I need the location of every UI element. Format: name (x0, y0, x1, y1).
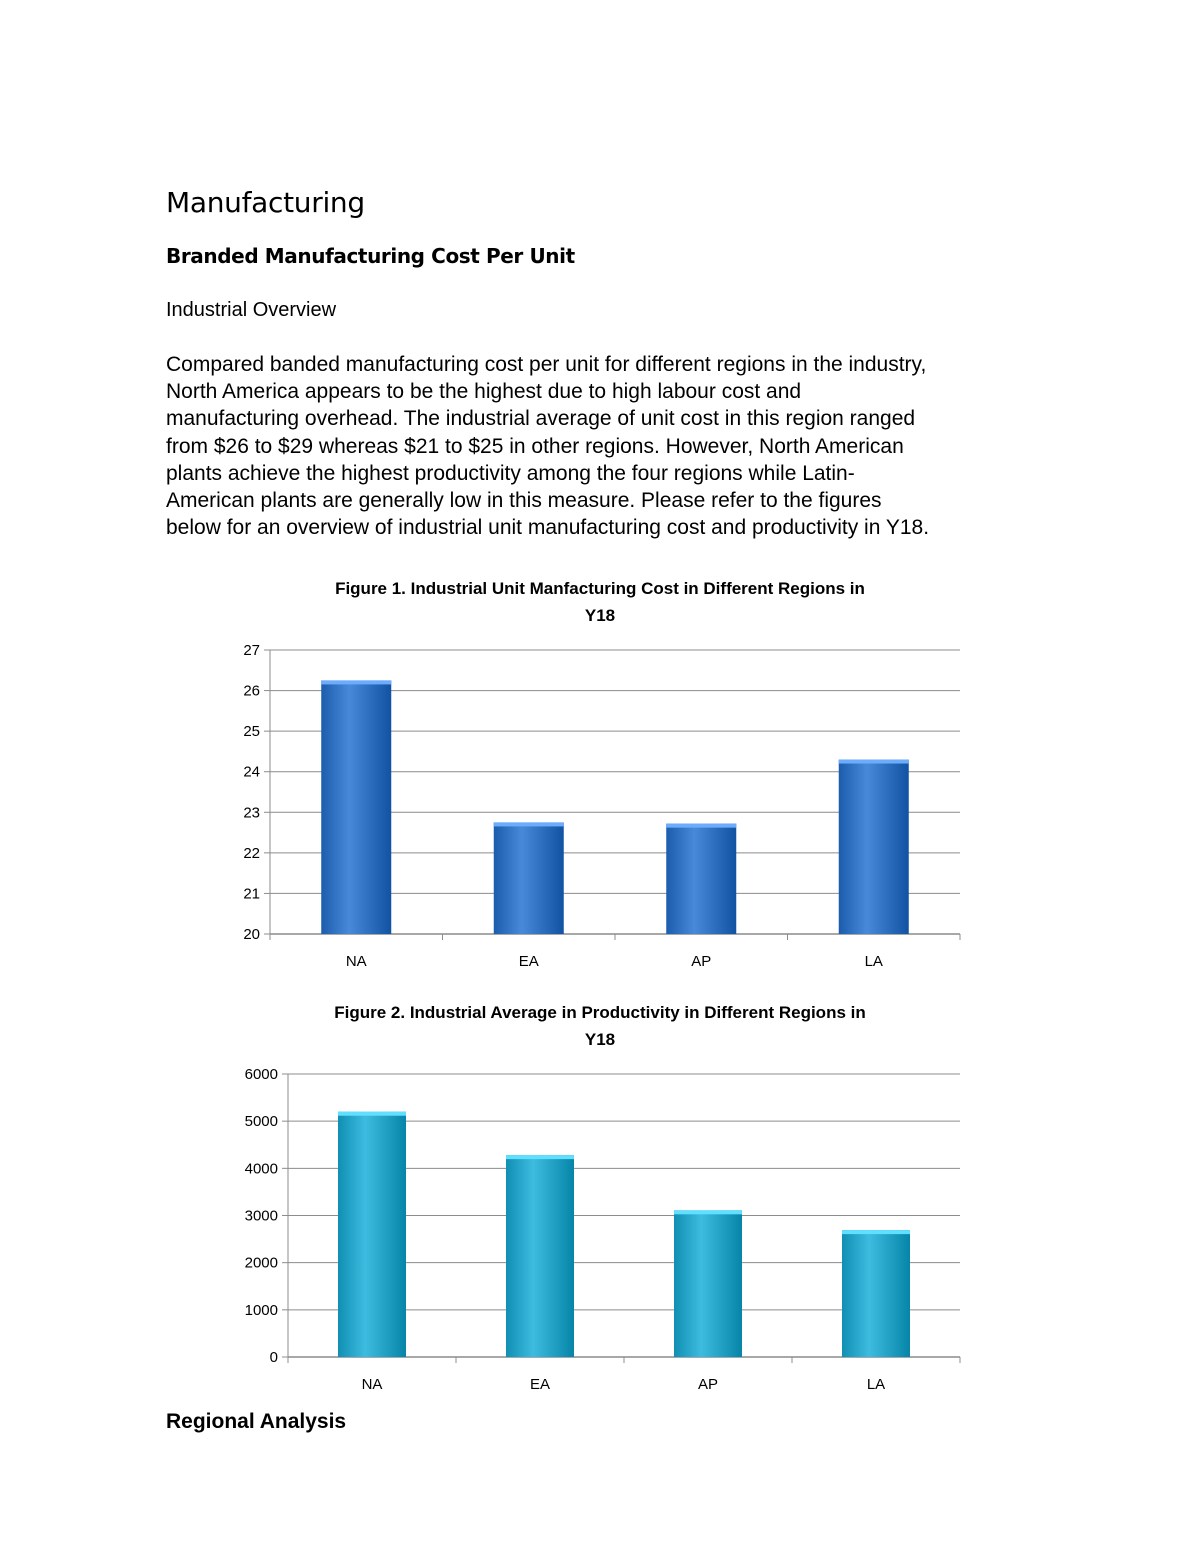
bar-ap (666, 824, 736, 934)
x-tick-label: LA (864, 953, 883, 970)
y-tick-label: 23 (243, 804, 260, 822)
paragraph-line: plants achieve the highest productivity among the four regions while Latin- (166, 461, 855, 485)
y-tick-label: 1000 (244, 1301, 278, 1319)
y-tick-label: 20 (243, 926, 260, 943)
bar-ea (494, 822, 564, 934)
bar-cap (842, 1230, 910, 1234)
x-tick-label: EA (518, 953, 539, 970)
y-tick-label: 24 (243, 763, 260, 781)
bar-ap (674, 1210, 742, 1357)
x-tick-label: AP (691, 953, 712, 970)
chart-title-line: Y18 (584, 1030, 616, 1049)
x-tick-label: EA (529, 1376, 551, 1393)
paragraph-line: Compared banded manufacturing cost per unit for different regions in the industry, (166, 353, 927, 376)
bar-cap (321, 680, 391, 684)
paragraph-line: below for an overview of industrial unit manufacturing cost and productivity in Y18. (166, 516, 930, 540)
y-tick-label: 27 (243, 642, 260, 659)
regional-analysis-title: Regional Analysis (166, 1410, 347, 1433)
y-tick-label: 0 (269, 1349, 278, 1366)
bar-na (321, 680, 391, 934)
figure-2-chart (0, 994, 1200, 1404)
figure-1-chart (0, 570, 1200, 980)
y-tick-label: 5000 (244, 1113, 278, 1131)
bar-ea (506, 1155, 574, 1357)
x-tick-label: NA (345, 953, 367, 970)
bar-cap (674, 1210, 742, 1214)
x-tick-label: NA (361, 1376, 383, 1393)
section-title: Branded Manufacturing Cost Per Unit (166, 244, 575, 268)
page-title: Manufacturing (166, 186, 365, 219)
bar-cap (494, 822, 564, 826)
chart-title-line: Y18 (584, 606, 616, 625)
bar-na (338, 1112, 406, 1357)
subsection-title: Industrial Overview (166, 299, 337, 321)
paragraph-line: American plants are generally low in this measure. Please refer to the figures (166, 489, 882, 513)
overview-paragraph (166, 351, 1046, 541)
chart-title-line: Figure 2. Industrial Average in Productivity in Different Regions in (334, 1003, 866, 1022)
y-tick-label: 22 (243, 844, 260, 862)
bar-cap (666, 824, 736, 828)
bar-la (842, 1230, 910, 1357)
x-tick-label: AP (697, 1376, 719, 1393)
y-tick-label: 3000 (244, 1207, 278, 1225)
bar-cap (839, 760, 909, 764)
bar-cap (506, 1155, 574, 1159)
y-tick-label: 25 (243, 723, 260, 741)
paragraph-line: manufacturing overhead. The industrial average of unit cost in this region ranged (166, 407, 916, 431)
bar-la (839, 760, 909, 934)
paragraph-line: North America appears to be the highest due to high labour cost and (166, 380, 802, 404)
x-tick-label: LA (866, 1376, 886, 1393)
y-tick-label: 26 (243, 682, 260, 700)
chart-title-line: Figure 1. Industrial Unit Manfacturing Cost in Different Regions in (335, 579, 865, 598)
y-tick-label: 2000 (244, 1254, 278, 1272)
y-tick-label: 6000 (244, 1066, 278, 1083)
y-tick-label: 4000 (244, 1160, 278, 1178)
bar-cap (338, 1112, 406, 1116)
paragraph-line: from $26 to $29 whereas $21 to $25 in other regions. However, North American (166, 434, 904, 458)
y-tick-label: 21 (243, 885, 260, 903)
